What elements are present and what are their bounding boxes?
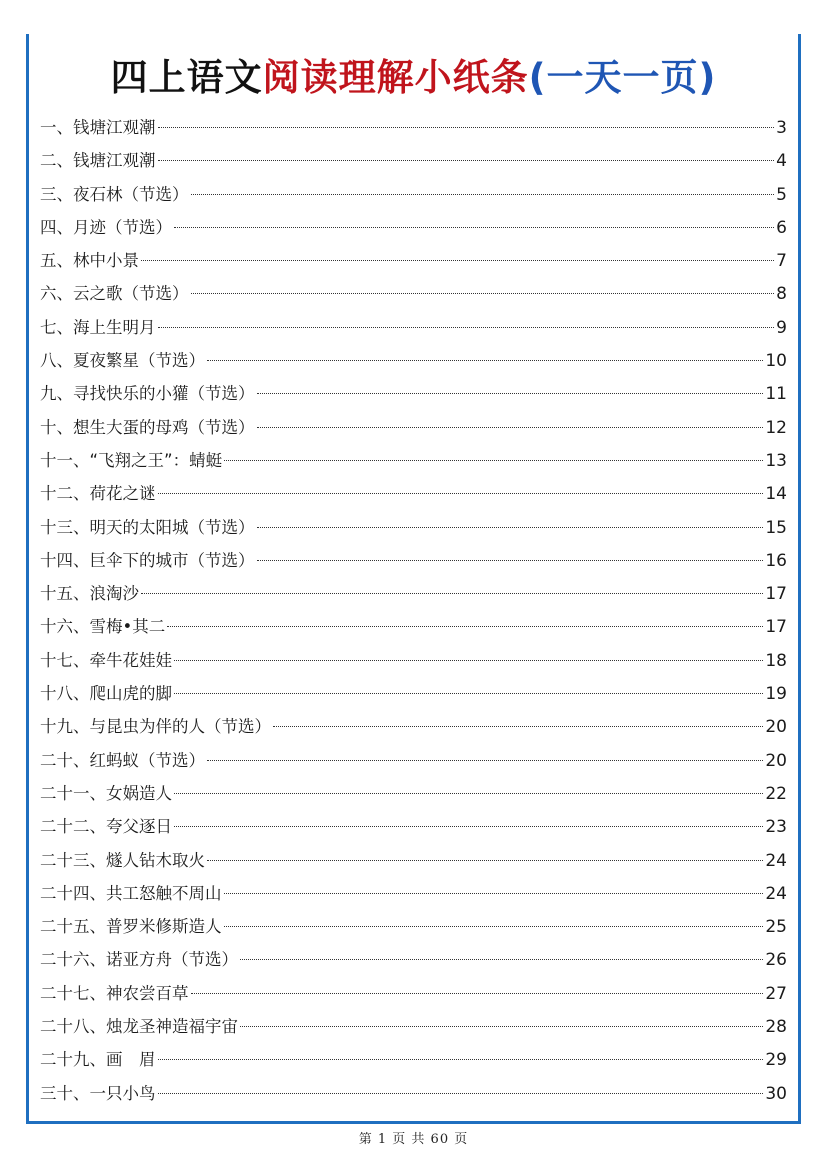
title-part-topic: 阅读理解小纸条 [262,56,529,99]
dot-leader [207,860,763,861]
toc-entry-title: 十五、浪淘沙 [40,584,139,604]
toc-entry[interactable] [40,377,787,410]
dot-leader [174,693,763,694]
toc-entry[interactable] [40,810,787,843]
toc-entry-title: 二十一、女娲造人 [40,783,172,803]
toc-entry-title: 八、夏夜繁星（节选） [40,351,205,371]
toc-entry-page-number: 28 [765,1017,787,1038]
toc-entry-page-number: 18 [765,650,787,671]
toc-entry-title: 二十六、诺亚方舟（节选） [40,950,238,970]
toc-entry-page-number: 27 [765,983,787,1004]
toc-entry[interactable] [40,577,787,610]
toc-entry[interactable] [40,644,787,677]
dot-leader [191,293,775,294]
toc-entry-page-number: 16 [765,550,787,571]
toc-entry-title: 五、林中小景 [40,251,139,271]
dot-leader [224,893,764,894]
dot-leader [174,826,763,827]
toc-entry[interactable] [40,511,787,544]
toc-entry[interactable] [40,111,787,144]
dot-leader [191,194,775,195]
toc-entry[interactable] [40,244,787,277]
dot-leader [224,460,763,461]
toc-entry-page-number: 29 [765,1050,787,1071]
toc-entry-page-number: 8 [776,284,787,305]
toc-entry-title: 六、云之歌（节选） [40,284,189,304]
dot-leader [141,260,774,261]
page-footer: 第 1 页 共 60 页 [358,1132,469,1147]
dot-leader [257,527,764,528]
toc-entry-page-number: 7 [776,251,787,272]
toc-entry[interactable] [40,144,787,177]
table-of-contents [40,111,787,1110]
toc-entry-page-number: 13 [765,450,787,471]
toc-entry[interactable] [40,877,787,910]
toc-entry[interactable] [40,910,787,943]
dot-leader [240,1026,763,1027]
toc-entry-title: 二十二、夸父逐日 [40,817,172,837]
dot-leader [158,127,775,128]
toc-entry-title: 十九、与昆虫为伴的人（节选） [40,717,271,737]
toc-entry[interactable] [40,311,787,344]
toc-entry-title: 七、海上生明月 [40,317,156,337]
toc-entry-page-number: 22 [765,783,787,804]
toc-entry-page-number: 20 [765,717,787,738]
toc-entry-title: 一、钱塘江观潮 [40,118,156,137]
toc-entry-title: 十七、牵牛花娃娃 [40,650,172,670]
toc-entry[interactable] [40,344,787,377]
toc-entry-page-number: 23 [765,817,787,838]
toc-entry[interactable] [40,277,787,310]
toc-entry-page-number: 17 [765,584,787,605]
dot-leader [224,926,764,927]
toc-entry-title: 二十、红蚂蚁（节选） [40,750,205,770]
toc-entry[interactable] [40,610,787,643]
toc-entry[interactable] [40,844,787,877]
toc-entry-page-number: 10 [765,351,787,372]
toc-entry-title: 十八、爬山虎的脚 [40,684,172,704]
toc-entry-title: 十四、巨伞下的城市（节选） [40,550,255,570]
toc-entry[interactable] [40,211,787,244]
toc-entry-title: 二十四、共工怒触不周山 [40,883,222,903]
toc-entry-page-number: 5 [776,184,787,205]
toc-entry-page-number: 6 [776,217,787,238]
dot-leader [240,959,763,960]
toc-entry-page-number: 15 [765,517,787,538]
title-part-grade: 四上语文 [110,56,263,99]
dot-leader [174,793,763,794]
toc-entry[interactable] [40,943,787,976]
dot-leader [191,993,764,994]
toc-entry-page-number: 24 [765,883,787,904]
toc-entry-page-number: 17 [765,617,787,638]
dot-leader [158,1093,764,1094]
dot-leader [167,626,763,627]
toc-entry-title: 二、钱塘江观潮 [40,151,156,171]
dot-leader [158,493,764,494]
dot-leader [158,1059,764,1060]
toc-entry-title: 九、寻找快乐的小獾（节选） [40,384,255,404]
toc-entry-page-number: 9 [776,317,787,338]
toc-entry-title: 二十九、画 眉 [40,1050,156,1070]
toc-entry-title: 十、想生大蛋的母鸡（节选） [40,417,255,437]
toc-entry-page-number: 26 [765,950,787,971]
dot-leader [141,593,763,594]
dot-leader [273,726,763,727]
toc-entry-title: 十三、明天的太阳城（节选） [40,517,255,537]
toc-entry[interactable] [40,1043,787,1076]
toc-entry-title: 十六、雪梅•其二 [40,617,166,637]
toc-entry-title: 二十八、烛龙圣神造福宇宙 [40,1017,238,1037]
toc-entry[interactable] [40,977,787,1010]
dot-leader [174,660,763,661]
toc-entry-page-number: 3 [776,118,787,138]
document-title [0,52,827,104]
toc-entry-title: 十一、“飞翔之王”：蜻蜓 [40,450,223,470]
toc-entry[interactable] [40,544,787,577]
toc-entry[interactable] [40,1077,787,1110]
toc-entry-title: 二十五、普罗米修斯造人 [40,917,222,937]
toc-entry-page-number: 14 [765,484,787,505]
toc-entry-title: 二十三、燧人钻木取火 [40,850,205,870]
dot-leader [257,427,764,428]
toc-entry-page-number: 4 [776,151,787,172]
dot-leader [207,360,763,361]
toc-entry[interactable] [40,710,787,743]
dot-leader [158,160,775,161]
toc-entry[interactable] [40,677,787,710]
toc-entry-title: 十二、荷花之谜 [40,484,156,504]
toc-entry-title: 二十七、神农尝百草 [40,983,189,1003]
toc-entry-title: 三、夜石林（节选） [40,184,189,204]
toc-entry-title: 三十、一只小鸟 [40,1083,156,1103]
toc-entry[interactable] [40,411,787,444]
toc-entry[interactable] [40,744,787,777]
toc-entry-page-number: 19 [765,684,787,705]
dot-leader [257,393,764,394]
dot-leader [174,227,774,228]
toc-entry[interactable] [40,1010,787,1043]
toc-entry-page-number: 24 [765,850,787,871]
toc-entry[interactable] [40,477,787,510]
dot-leader [207,760,763,761]
toc-entry[interactable] [40,444,787,477]
toc-entry-page-number: 12 [765,417,787,438]
toc-entry-title: 四、月迹（节选） [40,217,172,237]
title-part-schedule: (一天一页) [528,56,717,99]
toc-entry-page-number: 25 [765,917,787,938]
toc-entry[interactable] [40,777,787,810]
toc-entry[interactable] [40,178,787,211]
toc-entry-page-number: 11 [765,384,787,405]
dot-leader [257,560,764,561]
toc-entry-page-number: 20 [765,750,787,771]
toc-entry-page-number: 30 [765,1083,787,1104]
dot-leader [158,327,775,328]
